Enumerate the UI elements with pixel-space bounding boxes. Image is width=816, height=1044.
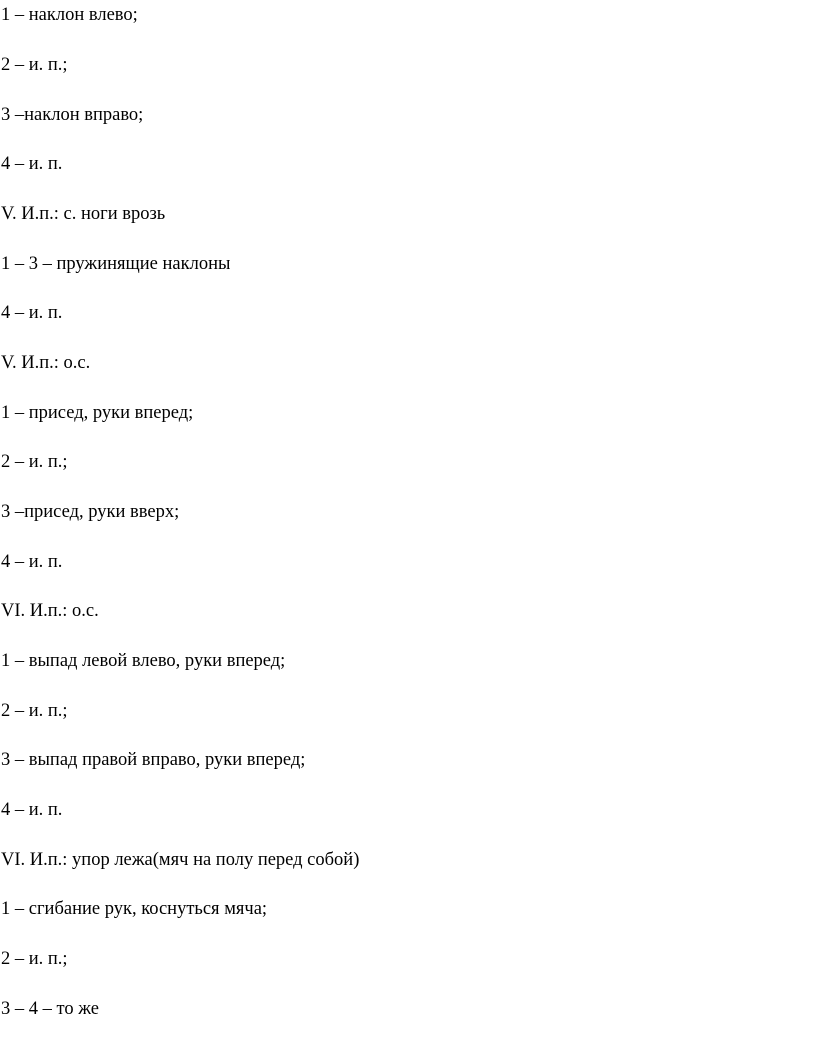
- text-line: 3 –наклон вправо;: [1, 105, 144, 125]
- text-line: 4 – и. п.: [1, 552, 63, 572]
- text-line: 3 – выпад правой вправо, руки вперед;: [1, 750, 306, 770]
- text-line: 1 – присед, руки вперед;: [1, 403, 194, 423]
- text-line: 2 – и. п.;: [1, 55, 68, 75]
- text-line: 1 – наклон влево;: [1, 5, 138, 25]
- text-line: 2 – и. п.;: [1, 701, 68, 721]
- text-line: V. И.п.: о.с.: [1, 353, 91, 373]
- text-line: V. И.п.: с. ноги врозь: [1, 204, 166, 224]
- text-line: 1 – сгибание рук, коснуться мяча;: [1, 899, 268, 919]
- text-line: 2 – и. п.;: [1, 949, 68, 969]
- text-line: 4 – и. п.: [1, 800, 63, 820]
- text-line: VI. И.п.: о.с.: [1, 601, 99, 621]
- text-line: VI. И.п.: упор лежа(мяч на полу перед собой): [1, 850, 360, 870]
- text-line: 3 – 4 – то же: [1, 999, 99, 1019]
- text-line: 1 – 3 – пружинящие наклоны: [1, 254, 231, 274]
- text-line: 4 – и. п.: [1, 303, 63, 323]
- text-line: 1 – выпад левой влево, руки вперед;: [1, 651, 286, 671]
- text-line: 4 – и. п.: [1, 154, 63, 174]
- text-line: 3 –присед, руки вверх;: [1, 502, 180, 522]
- text-line: 2 – и. п.;: [1, 452, 68, 472]
